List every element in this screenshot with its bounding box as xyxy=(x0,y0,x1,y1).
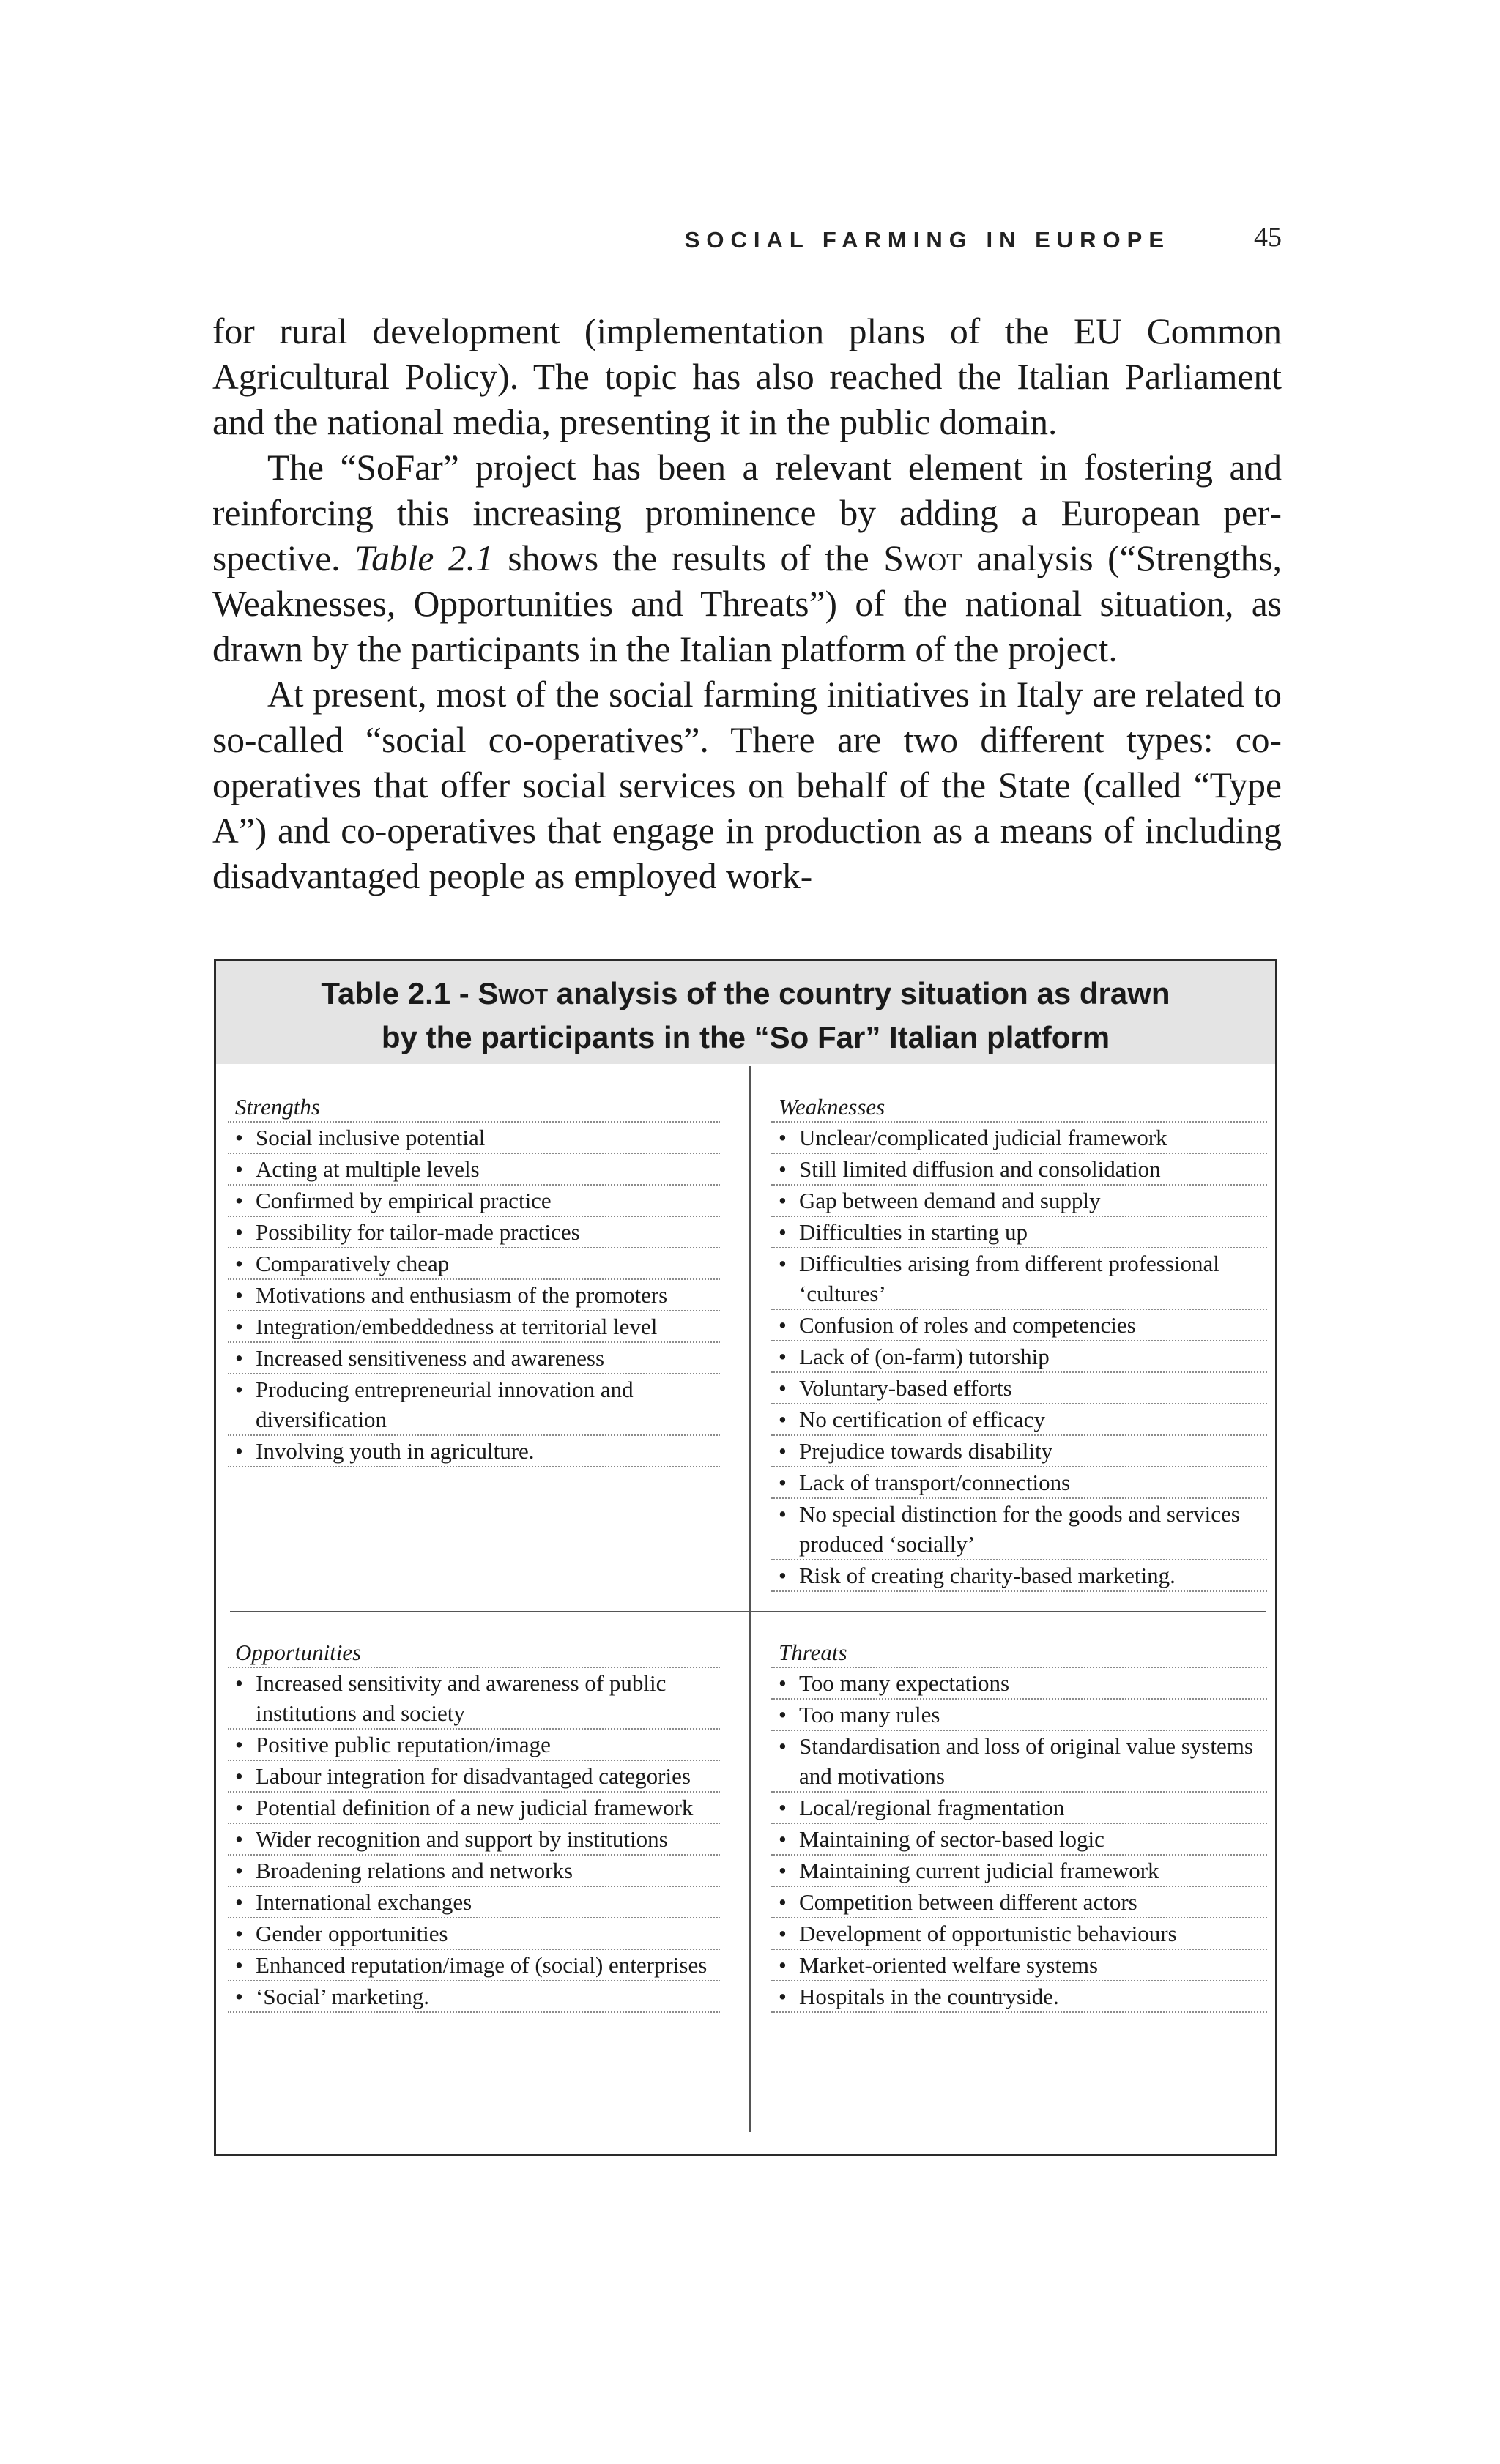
list-item: • Enhanced reputation/image of (social) enterprises xyxy=(228,1950,720,1981)
list-item: • Involving youth in agriculture. xyxy=(228,1436,720,1467)
list-item: • Difficulties in starting up xyxy=(771,1217,1267,1248)
list-item: • Lack of (on-farm) tutorship xyxy=(771,1341,1267,1373)
list-item: • Unclear/complicated judicial framework xyxy=(771,1123,1267,1154)
list-item: • Producing entrepreneurial innovation and diversification xyxy=(228,1374,720,1436)
list-item: • Gender opportunities xyxy=(228,1918,720,1950)
list-item: • No certification of efficacy xyxy=(771,1404,1267,1436)
list-item: • Confirmed by empirical practice xyxy=(228,1186,720,1217)
list-item: • Acting at multiple levels xyxy=(228,1154,720,1186)
opportunities-section xyxy=(228,1639,720,2013)
caption-swot: Swot xyxy=(478,976,549,1010)
table-vertical-divider xyxy=(749,1066,751,2132)
list-item: • Local/regional fragmentation xyxy=(771,1793,1267,1824)
table-caption xyxy=(216,961,1275,1064)
list-item: • Motivations and enthusiasm of the promoters xyxy=(228,1280,720,1311)
list-item: • Positive public reputation/image xyxy=(228,1730,720,1761)
list-item: • Possibility for tailor-made practices xyxy=(228,1217,720,1248)
list-item: • Gap between demand and supply xyxy=(771,1186,1267,1217)
list-item: • Market-oriented welfare systems xyxy=(771,1950,1267,1981)
list-item: • Wider recognition and support by institutions xyxy=(228,1824,720,1856)
list-item: • Voluntary-based efforts xyxy=(771,1373,1267,1404)
list-item: • Prejudice towards disability xyxy=(771,1436,1267,1467)
table-horizontal-divider xyxy=(230,1611,1266,1612)
list-item: • Potential definition of a new judicial framework xyxy=(228,1793,720,1824)
opportunities-list xyxy=(228,1668,720,2013)
threats-section xyxy=(771,1639,1267,2013)
list-item: • Development of opportunistic behaviours xyxy=(771,1918,1267,1950)
strengths-list xyxy=(228,1123,720,1467)
list-item: • No special distinction for the goods and services produced ‘socially’ xyxy=(771,1499,1267,1560)
list-item: • Broadening relations and networks xyxy=(228,1856,720,1887)
threats-title: Threats xyxy=(771,1639,1267,1668)
table-reference: Table 2.1 xyxy=(354,538,494,578)
list-item: • Lack of transport/connections xyxy=(771,1467,1267,1499)
paragraph-1: for rural development (implementation plans of the EU Common Agricultural Policy). The topic has also reached the Italian Parliament and the national media, presenting it in the public domain. xyxy=(212,311,1282,442)
list-item: • Maintaining of sector-based logic xyxy=(771,1824,1267,1856)
list-item: • Too many rules xyxy=(771,1700,1267,1731)
list-item: • Hospitals in the countryside. xyxy=(771,1981,1267,2013)
swot-acronym: Swot xyxy=(883,538,962,578)
list-item: • Confusion of roles and competencies xyxy=(771,1310,1267,1341)
paragraph-3: At present, most of the social farming initiatives in Italy are related to so-called “social co-operatives”. There are two different types: co-operatives that offer social services on behalf of the State (called “Type A”) and co-operatives that engage in production as a means of including disadvantaged people as employed work- xyxy=(212,674,1282,896)
running-head xyxy=(212,221,1282,258)
list-item: • Standardisation and loss of original value systems and motivations xyxy=(771,1731,1267,1793)
list-item: • Maintaining current judicial framework xyxy=(771,1856,1267,1887)
strengths-section xyxy=(228,1093,720,1467)
caption-line-1: Table 2.1 - Swot analysis of the country situation as drawn xyxy=(321,976,1170,1010)
list-item: • Integration/embeddedness at territorial level xyxy=(228,1311,720,1343)
list-item: • Risk of creating charity-based marketing. xyxy=(771,1560,1267,1592)
list-item: • Still limited diffusion and consolidation xyxy=(771,1154,1267,1186)
caption-line-2: by the participants in the “So Far” Italian platform xyxy=(381,1020,1110,1054)
weaknesses-list xyxy=(771,1123,1267,1592)
weaknesses-section xyxy=(771,1093,1267,1592)
body-text xyxy=(212,309,1282,899)
weaknesses-title: Weaknesses xyxy=(771,1093,1267,1123)
list-item: • Labour integration for disadvantaged categories xyxy=(228,1761,720,1793)
list-item: • Comparatively cheap xyxy=(228,1248,720,1280)
list-item: • Social inclusive potential xyxy=(228,1123,720,1154)
list-item: • Increased sensitivity and awareness of public institutions and society xyxy=(228,1668,720,1730)
list-item: • Competition between different actors xyxy=(771,1887,1267,1918)
running-title: SOCIAL FARMING IN EUROPE xyxy=(684,227,1170,253)
list-item: • Difficulties arising from different professional ‘cultures’ xyxy=(771,1248,1267,1310)
strengths-title: Strengths xyxy=(228,1093,720,1123)
page-number: 45 xyxy=(1254,222,1282,253)
threats-list xyxy=(771,1668,1267,2013)
list-item: • International exchanges xyxy=(228,1887,720,1918)
list-item: • Increased sensitiveness and awareness xyxy=(228,1343,720,1374)
list-item: • ‘Social’ marketing. xyxy=(228,1981,720,2013)
paragraph-2: The “SoFar” project has been a relevant element in fostering and reinforcing this increasing prominence by adding a European perspective. Table 2.1 shows the results of the Swot analysis (“Strengths, Weaknesses, Opportunities and Threats”) of the national situation, as drawn by the participants in the Italian platform of the project. xyxy=(212,447,1282,669)
opportunities-title: Opportunities xyxy=(228,1639,720,1668)
list-item: • Too many expectations xyxy=(771,1668,1267,1700)
